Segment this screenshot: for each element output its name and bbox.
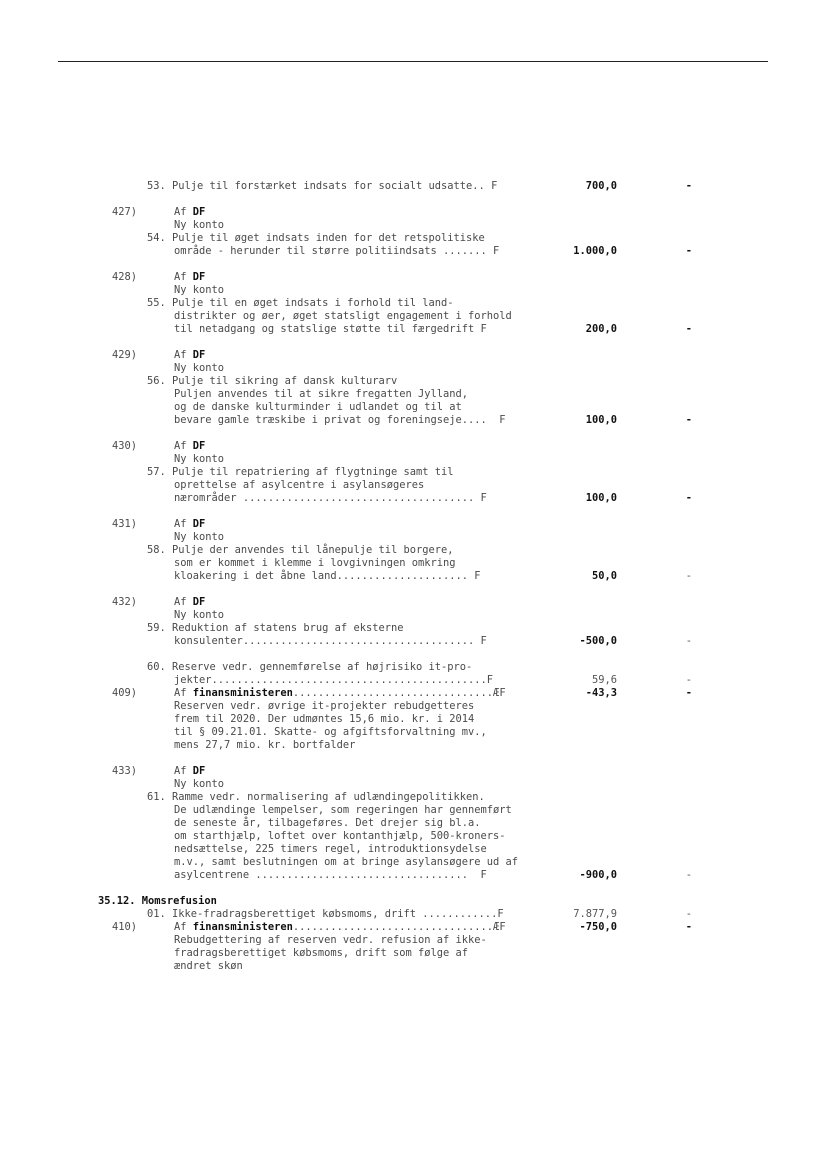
entry-line: [0, 635, 827, 648]
line-text: til netadgang og statslige støtte til færgedrift F: [174, 323, 487, 335]
entry-line: [0, 531, 827, 544]
entry-line: [0, 713, 827, 726]
line-text: 53. Pulje til forstærket indsats for socialt udsatte.. F: [147, 180, 498, 192]
budget-entry: [0, 596, 827, 648]
amount-dash: -: [685, 921, 692, 933]
amount-value: 7.877,9: [573, 908, 617, 920]
line-text: Ny konto: [174, 219, 225, 231]
entry-line: [0, 830, 827, 843]
line-text: Rebudgettering af reserven vedr. refusion af ikke-: [174, 934, 487, 946]
amendment-number: 430): [112, 440, 138, 452]
proposer-name: DF: [192, 518, 206, 530]
entry-line: [0, 778, 827, 791]
amendment-number: 427): [112, 206, 138, 218]
line-text: konsulenter..................................... F: [174, 635, 487, 647]
amendment-number: 431): [112, 518, 138, 530]
amendment-number: 432): [112, 596, 138, 608]
entry-line: [0, 908, 827, 921]
line-text: 01. Ikke-fradragsberettiget købsmoms, drift ............F: [147, 908, 504, 920]
entry-line: [0, 557, 827, 570]
budget-entry: [0, 661, 827, 752]
budget-entry: [0, 765, 827, 882]
line-text: ændret skøn: [174, 960, 243, 972]
entry-line: [0, 388, 827, 401]
amount-value: -500,0: [579, 635, 617, 647]
amount-value: 100,0: [585, 414, 617, 426]
budget-entry: [0, 206, 827, 258]
entry-line: [0, 804, 827, 817]
line-text: som er kommet i klemme i lovgivningen omkring: [174, 557, 456, 569]
entry-line: [0, 856, 827, 869]
entry-line: [0, 206, 827, 219]
line-text: nedsættelse, 225 timers regel, introduktionsydelse: [174, 843, 487, 855]
entry-line: [0, 362, 827, 375]
amount-dash: -: [685, 245, 692, 257]
amount-dash: -: [685, 492, 692, 504]
line-text: område - herunder til større politiindsats ....... F: [174, 245, 500, 257]
entry-line: [0, 921, 827, 934]
amount-value: 1.000,0: [573, 245, 617, 257]
proposer-name: DF: [192, 271, 206, 283]
entry-line: [0, 414, 827, 427]
line-text: og de danske kulturminder i udlandet og til at: [174, 401, 462, 413]
amount-dash: -: [685, 908, 692, 920]
line-text: Ny konto: [174, 778, 225, 790]
entry-line: [0, 297, 827, 310]
proposer-name: DF: [192, 206, 206, 218]
proposer-name: DF: [192, 349, 206, 361]
entry-line: [0, 739, 827, 752]
line-text: m.v., samt beslutningen om at bringe asylansøgere ud af: [174, 856, 519, 868]
entry-line: [0, 817, 827, 830]
line-text: fradragsberettiget købsmoms, drift som følge af: [174, 947, 469, 959]
line-text: de seneste år, tilbageføres. Det drejer sig bl.a.: [174, 817, 481, 829]
entry-line: [0, 544, 827, 557]
entry-line: [0, 375, 827, 388]
amount-value: -900,0: [579, 869, 617, 881]
entry-line: [0, 596, 827, 609]
entry-line: [0, 440, 827, 453]
entry-line: [0, 895, 827, 908]
amount-dash: -: [685, 180, 692, 192]
line-text: Af finansministeren................................ÆF: [174, 687, 506, 699]
amount-dash: -: [685, 414, 692, 426]
budget-entry: [0, 271, 827, 336]
entry-line: [0, 310, 827, 323]
entry-line: [0, 453, 827, 466]
line-text: 61. Ramme vedr. normalisering af udlændingepolitikken.: [147, 791, 485, 803]
amount-value: -750,0: [579, 921, 617, 933]
entry-line: [0, 765, 827, 778]
amount-dash: -: [685, 687, 692, 699]
amount-dash: -: [685, 570, 692, 582]
entry-line: [0, 271, 827, 284]
line-text: Af finansministeren................................ÆF: [174, 921, 506, 933]
entry-line: [0, 232, 827, 245]
entry-line: [0, 726, 827, 739]
amendment-number: 433): [112, 765, 138, 777]
line-text: 56. Pulje til sikring af dansk kulturarv: [147, 375, 398, 387]
line-text: Af DF: [174, 206, 206, 218]
line-text: Puljen anvendes til at sikre fregatten Jylland,: [174, 388, 469, 400]
amount-value: 200,0: [585, 323, 617, 335]
amount-dash: -: [685, 869, 692, 881]
entry-line: [0, 323, 827, 336]
line-text: 55. Pulje til en øget indsats i forhold til land-: [147, 297, 454, 309]
proposer-name: finansministeren: [192, 921, 293, 933]
line-text: asylcentrene .................................. F: [174, 869, 487, 881]
proposer-name: DF: [192, 765, 206, 777]
entry-line: [0, 245, 827, 258]
line-text: Af DF: [174, 596, 206, 608]
line-text: Af DF: [174, 518, 206, 530]
line-text: Ny konto: [174, 609, 225, 621]
line-text: Ny konto: [174, 284, 225, 296]
amount-dash: -: [685, 635, 692, 647]
line-text: til § 09.21.01. Skatte- og afgiftsforvaltning mv.,: [174, 726, 487, 738]
entry-line: [0, 934, 827, 947]
amount-dash: -: [685, 674, 692, 686]
entry-line: [0, 661, 827, 674]
budget-entry: [0, 518, 827, 583]
amendment-number: 429): [112, 349, 138, 361]
entry-line: [0, 284, 827, 297]
entry-line: [0, 960, 827, 973]
line-text: 57. Pulje til repatriering af flygtninge samt til: [147, 466, 454, 478]
entry-line: [0, 869, 827, 882]
proposer-name: finansministeren: [192, 687, 293, 699]
budget-entry: [0, 349, 827, 427]
line-text: oprettelse af asylcentre i asylansøgeres: [174, 479, 425, 491]
entry-line: [0, 219, 827, 232]
entry-line: [0, 622, 827, 635]
line-text: Ny konto: [174, 453, 225, 465]
line-text: bevare gamle træskibe i privat og foreningseje.... F: [174, 414, 506, 426]
line-text: De udlændinge lempelser, som regeringen har gennemført: [174, 804, 512, 816]
budget-entry: [0, 895, 827, 973]
line-text: Af DF: [174, 765, 206, 777]
line-text: distrikter og øer, øget statsligt engagement i forhold: [174, 310, 512, 322]
line-text: jekter............................................F: [174, 674, 494, 686]
line-text: 60. Reserve vedr. gennemførelse af højrisiko it-pro-: [147, 661, 473, 673]
amount-dash: -: [685, 323, 692, 335]
entry-line: [0, 518, 827, 531]
line-text: 58. Pulje der anvendes til lånepulje til borgere,: [147, 544, 454, 556]
amendment-number: 409): [112, 687, 138, 699]
amount-value: 50,0: [591, 570, 617, 582]
line-text: Af DF: [174, 271, 206, 283]
line-text: frem til 2020. Der udmøntes 15,6 mio. kr. i 2014: [174, 713, 475, 725]
line-text: Af DF: [174, 440, 206, 452]
entry-line: [0, 479, 827, 492]
amount-value: 700,0: [585, 180, 617, 192]
proposer-name: DF: [192, 440, 206, 452]
amount-value: 59,6: [591, 674, 617, 686]
amendment-number: 410): [112, 921, 138, 933]
amount-value: -43,3: [585, 687, 617, 699]
entry-line: [0, 843, 827, 856]
line-text: Ny konto: [174, 362, 225, 374]
line-text: Reserven vedr. øvrige it-projekter rebudgetteres: [174, 700, 475, 712]
entry-line: [0, 349, 827, 362]
entry-line: [0, 466, 827, 479]
budget-entry: [0, 440, 827, 505]
line-text: mens 27,7 mio. kr. bortfalder: [174, 739, 356, 751]
line-text: Ny konto: [174, 531, 225, 543]
entry-line: [0, 791, 827, 804]
line-text: Af DF: [174, 349, 206, 361]
line-text: kloakering i det åbne land..................... F: [174, 570, 481, 582]
entry-line: [0, 700, 827, 713]
entry-line: [0, 180, 827, 193]
amount-value: 100,0: [585, 492, 617, 504]
header-rule: [58, 61, 768, 62]
line-text: 54. Pulje til øget indsats inden for det retspolitiske: [147, 232, 485, 244]
line-text: 59. Reduktion af statens brug af eksterne: [147, 622, 404, 634]
section-heading: 35.12. Momsrefusion: [98, 895, 217, 907]
budget-entry: [0, 180, 827, 193]
entry-line: [0, 947, 827, 960]
entry-line: [0, 687, 827, 700]
entry-line: [0, 401, 827, 414]
line-text: nærområder ..................................... F: [174, 492, 487, 504]
amendment-number: 428): [112, 271, 138, 283]
document-body: [0, 180, 827, 986]
entry-line: [0, 492, 827, 505]
entry-line: [0, 570, 827, 583]
line-text: om starthjælp, loftet over kontanthjælp, 500-kroners-: [174, 830, 506, 842]
entry-line: [0, 609, 827, 622]
proposer-name: DF: [192, 596, 206, 608]
entry-line: [0, 674, 827, 687]
